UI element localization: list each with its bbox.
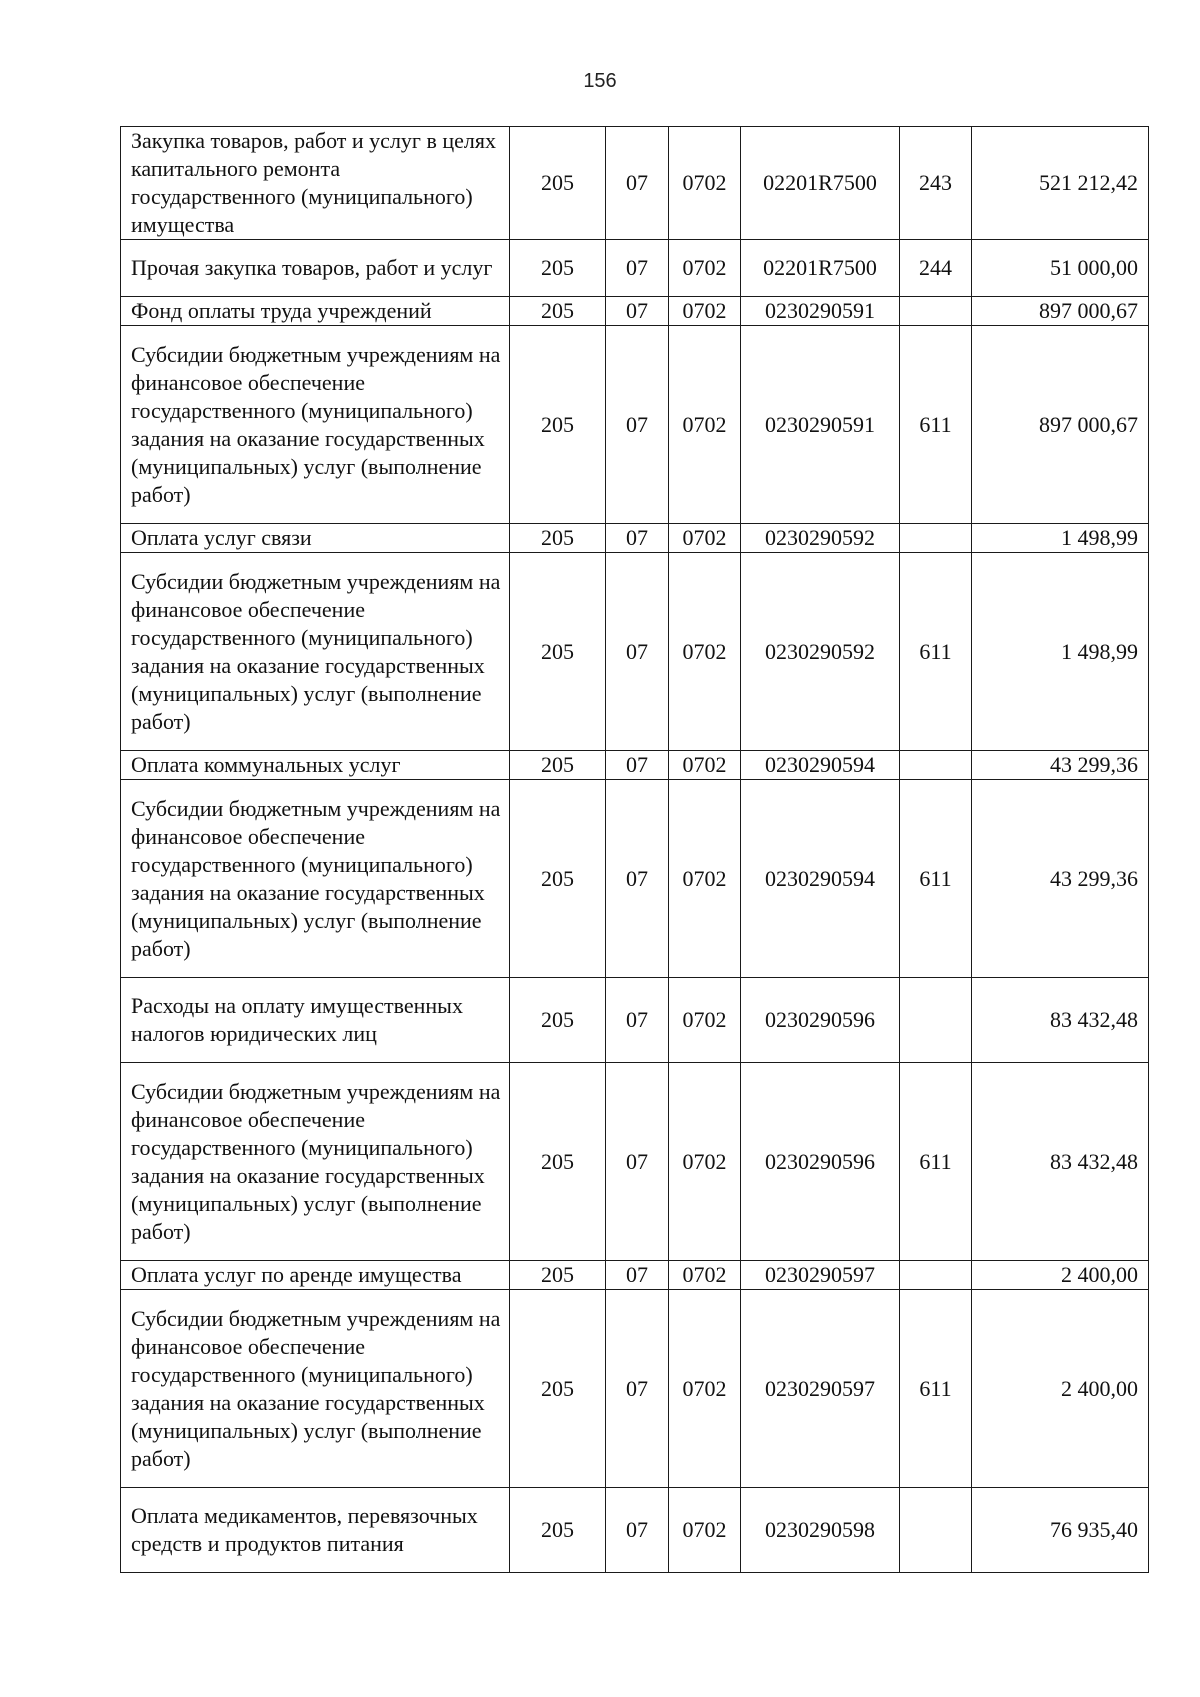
table-row: [121, 780, 1149, 978]
expense-type-cell: 611: [900, 780, 972, 978]
subsection-code-cell: 0702: [669, 326, 741, 524]
subsection-code-cell: 0702: [669, 127, 741, 240]
expense-type-cell: 243: [900, 127, 972, 240]
grbs-code-cell: 205: [510, 553, 606, 751]
grbs-code-cell: 205: [510, 524, 606, 553]
budget-table: [120, 126, 1149, 1573]
subsection-code-cell: 0702: [669, 978, 741, 1063]
table-row: [121, 326, 1149, 524]
table-row: [121, 1290, 1149, 1488]
amount-cell: 51 000,00: [972, 240, 1149, 297]
subsection-code-cell: 0702: [669, 297, 741, 326]
grbs-code-cell: 205: [510, 780, 606, 978]
target-article-cell: 02201R7500: [741, 127, 900, 240]
grbs-code-cell: 205: [510, 978, 606, 1063]
table-row: [121, 524, 1149, 553]
table-row: [121, 1063, 1149, 1261]
expense-name-cell: Субсидии бюджетным учреждениям на финансовое обеспечение государственного (муниципального) задания на оказание государственных (муниципальных) услуг (выполнение работ): [121, 780, 510, 978]
amount-cell: 1 498,99: [972, 553, 1149, 751]
table-row: [121, 240, 1149, 297]
expense-name-cell: Прочая закупка товаров, работ и услуг: [121, 240, 510, 297]
amount-cell: 521 212,42: [972, 127, 1149, 240]
section-code-cell: 07: [606, 978, 669, 1063]
expense-name-cell: Субсидии бюджетным учреждениям на финансовое обеспечение государственного (муниципального) задания на оказание государственных (муниципальных) услуг (выполнение работ): [121, 326, 510, 524]
section-code-cell: 07: [606, 240, 669, 297]
amount-cell: 76 935,40: [972, 1488, 1149, 1573]
expense-name-cell: Оплата услуг по аренде имущества: [121, 1261, 510, 1290]
grbs-code-cell: 205: [510, 1290, 606, 1488]
amount-cell: 2 400,00: [972, 1290, 1149, 1488]
amount-cell: 43 299,36: [972, 751, 1149, 780]
section-code-cell: 07: [606, 1261, 669, 1290]
amount-cell: 2 400,00: [972, 1261, 1149, 1290]
subsection-code-cell: 0702: [669, 524, 741, 553]
grbs-code-cell: 205: [510, 127, 606, 240]
expense-type-cell: 611: [900, 1063, 972, 1261]
section-code-cell: 07: [606, 553, 669, 751]
section-code-cell: 07: [606, 1488, 669, 1573]
expense-name-cell: Субсидии бюджетным учреждениям на финансовое обеспечение государственного (муниципального) задания на оказание государственных (муниципальных) услуг (выполнение работ): [121, 553, 510, 751]
section-code-cell: 07: [606, 326, 669, 524]
expense-type-cell: [900, 751, 972, 780]
expense-type-cell: 611: [900, 553, 972, 751]
expense-type-cell: 244: [900, 240, 972, 297]
target-article-cell: 0230290592: [741, 524, 900, 553]
expense-type-cell: [900, 297, 972, 326]
grbs-code-cell: 205: [510, 1488, 606, 1573]
expense-name-cell: Оплата коммунальных услуг: [121, 751, 510, 780]
target-article-cell: 02201R7500: [741, 240, 900, 297]
section-code-cell: 07: [606, 1290, 669, 1488]
expense-name-cell: Фонд оплаты труда учреждений: [121, 297, 510, 326]
target-article-cell: 0230290596: [741, 978, 900, 1063]
expense-type-cell: 611: [900, 1290, 972, 1488]
target-article-cell: 0230290594: [741, 751, 900, 780]
target-article-cell: 0230290598: [741, 1488, 900, 1573]
section-code-cell: 07: [606, 127, 669, 240]
table-row: [121, 127, 1149, 240]
subsection-code-cell: 0702: [669, 1261, 741, 1290]
expense-type-cell: [900, 524, 972, 553]
expense-type-cell: [900, 1261, 972, 1290]
amount-cell: 43 299,36: [972, 780, 1149, 978]
grbs-code-cell: 205: [510, 751, 606, 780]
target-article-cell: 0230290597: [741, 1290, 900, 1488]
target-article-cell: 0230290596: [741, 1063, 900, 1261]
section-code-cell: 07: [606, 524, 669, 553]
page-number: 156: [583, 70, 617, 92]
expense-name-cell: Субсидии бюджетным учреждениям на финансовое обеспечение государственного (муниципального) задания на оказание государственных (муниципальных) услуг (выполнение работ): [121, 1290, 510, 1488]
section-code-cell: 07: [606, 1063, 669, 1261]
budget-table-body: [121, 127, 1149, 1573]
amount-cell: 1 498,99: [972, 524, 1149, 553]
expense-name-cell: Расходы на оплату имущественных налогов юридических лиц: [121, 978, 510, 1063]
grbs-code-cell: 205: [510, 326, 606, 524]
expense-type-cell: 611: [900, 326, 972, 524]
target-article-cell: 0230290592: [741, 553, 900, 751]
grbs-code-cell: 205: [510, 1063, 606, 1261]
section-code-cell: 07: [606, 780, 669, 978]
amount-cell: 897 000,67: [972, 297, 1149, 326]
section-code-cell: 07: [606, 297, 669, 326]
subsection-code-cell: 0702: [669, 1063, 741, 1261]
expense-name-cell: Субсидии бюджетным учреждениям на финансовое обеспечение государственного (муниципального) задания на оказание государственных (муниципальных) услуг (выполнение работ): [121, 1063, 510, 1261]
target-article-cell: 0230290594: [741, 780, 900, 978]
table-row: [121, 297, 1149, 326]
expense-name-cell: Оплата медикаментов, перевязочных средств и продуктов питания: [121, 1488, 510, 1573]
section-code-cell: 07: [606, 751, 669, 780]
subsection-code-cell: 0702: [669, 780, 741, 978]
expense-name-cell: Оплата услуг связи: [121, 524, 510, 553]
grbs-code-cell: 205: [510, 1261, 606, 1290]
amount-cell: 83 432,48: [972, 1063, 1149, 1261]
subsection-code-cell: 0702: [669, 553, 741, 751]
grbs-code-cell: 205: [510, 297, 606, 326]
expense-type-cell: [900, 1488, 972, 1573]
amount-cell: 83 432,48: [972, 978, 1149, 1063]
table-row: [121, 978, 1149, 1063]
table-row: [121, 553, 1149, 751]
subsection-code-cell: 0702: [669, 1290, 741, 1488]
expense-type-cell: [900, 978, 972, 1063]
table-row: [121, 751, 1149, 780]
grbs-code-cell: 205: [510, 240, 606, 297]
expense-name-cell: Закупка товаров, работ и услуг в целях капитального ремонта государственного (муниципального) имущества: [121, 127, 510, 240]
target-article-cell: 0230290597: [741, 1261, 900, 1290]
subsection-code-cell: 0702: [669, 1488, 741, 1573]
table-row: [121, 1488, 1149, 1573]
subsection-code-cell: 0702: [669, 751, 741, 780]
target-article-cell: 0230290591: [741, 326, 900, 524]
amount-cell: 897 000,67: [972, 326, 1149, 524]
table-row: [121, 1261, 1149, 1290]
target-article-cell: 0230290591: [741, 297, 900, 326]
subsection-code-cell: 0702: [669, 240, 741, 297]
